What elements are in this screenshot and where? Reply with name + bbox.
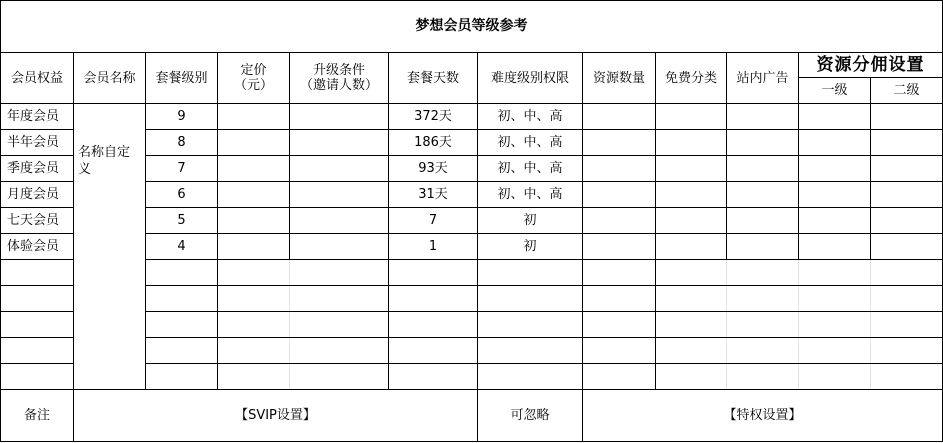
row-level: 7 <box>146 156 218 182</box>
empty-cell <box>146 338 218 364</box>
row-level-one <box>799 130 871 156</box>
header-price <box>218 53 290 104</box>
member-name-custom: 名称自定义 <box>78 145 131 177</box>
table-row <box>1 104 943 130</box>
empty-cell <box>583 312 656 338</box>
row-days: 93天 <box>389 156 478 182</box>
row-ads <box>727 130 799 156</box>
row-upgrade <box>290 104 389 130</box>
empty-cell <box>583 364 656 390</box>
row-days: 7 <box>389 208 478 234</box>
row-ads <box>727 234 799 260</box>
footer-ignorable: 可忽略 <box>478 390 583 442</box>
empty-cell <box>290 338 389 364</box>
row-days: 1 <box>389 234 478 260</box>
row-level-one <box>799 234 871 260</box>
row-level-one <box>799 156 871 182</box>
empty-cell <box>727 312 799 338</box>
header-member-name: 会员名称 <box>74 53 146 104</box>
row-resource <box>583 156 656 182</box>
row-ads <box>727 182 799 208</box>
row-ads <box>727 208 799 234</box>
empty-cell <box>727 260 799 286</box>
empty-cell <box>1 312 74 338</box>
header-level-one: 一级 <box>799 78 871 104</box>
empty-cell <box>478 338 583 364</box>
empty-cell <box>146 364 218 390</box>
row-price <box>218 234 290 260</box>
row-days: 31天 <box>389 182 478 208</box>
row-days: 372天 <box>389 104 478 130</box>
row-level-one <box>799 104 871 130</box>
row-free <box>656 156 727 182</box>
empty-cell <box>146 312 218 338</box>
row-level-two <box>871 234 943 260</box>
row-level: 8 <box>146 130 218 156</box>
row-resource <box>583 208 656 234</box>
empty-cell <box>218 286 290 312</box>
row-price <box>218 130 290 156</box>
row-level-two <box>871 156 943 182</box>
empty-cell <box>146 286 218 312</box>
empty-cell <box>656 364 727 390</box>
header-commission: 资源分佣设置 <box>799 53 943 78</box>
header-level-two: 二级 <box>871 78 943 104</box>
empty-cell <box>478 364 583 390</box>
empty-cell <box>389 286 478 312</box>
row-rights: 体验会员 <box>1 234 74 260</box>
row-upgrade <box>290 234 389 260</box>
header-package-level: 套餐级别 <box>146 53 218 104</box>
footer-privilege: 【特权设置】 <box>583 390 943 442</box>
row-rights: 七天会员 <box>1 208 74 234</box>
row-level-one <box>799 208 871 234</box>
empty-cell <box>656 286 727 312</box>
empty-cell <box>656 338 727 364</box>
row-level-two <box>871 130 943 156</box>
empty-cell <box>389 260 478 286</box>
empty-cell <box>871 364 943 390</box>
row-difficulty: 初、中、高 <box>478 156 583 182</box>
row-resource <box>583 130 656 156</box>
empty-cell <box>478 260 583 286</box>
row-rights: 季度会员 <box>1 156 74 182</box>
row-free <box>656 104 727 130</box>
empty-cell <box>478 286 583 312</box>
row-difficulty: 初、中、高 <box>478 104 583 130</box>
row-resource <box>583 104 656 130</box>
row-level-one <box>799 182 871 208</box>
row-level: 5 <box>146 208 218 234</box>
empty-cell <box>218 338 290 364</box>
row-level-two <box>871 208 943 234</box>
empty-cell <box>656 312 727 338</box>
empty-cell <box>583 286 656 312</box>
row-level-two <box>871 182 943 208</box>
row-level: 9 <box>146 104 218 130</box>
empty-cell <box>218 260 290 286</box>
row-price <box>218 156 290 182</box>
empty-cell <box>1 286 74 312</box>
empty-cell <box>1 260 74 286</box>
row-level: 4 <box>146 234 218 260</box>
header-difficulty: 难度级别权限 <box>478 53 583 104</box>
empty-cell <box>1 338 74 364</box>
row-price <box>218 104 290 130</box>
row-free <box>656 130 727 156</box>
row-ads <box>727 104 799 130</box>
row-price <box>218 182 290 208</box>
empty-cell <box>290 312 389 338</box>
row-difficulty: 初 <box>478 208 583 234</box>
header-upgrade-line1: 升级条件 <box>312 63 365 78</box>
row-free <box>656 182 727 208</box>
empty-cell <box>389 338 478 364</box>
row-resource <box>583 234 656 260</box>
header-upgrade-line2: （邀请人数） <box>299 78 378 93</box>
row-level-two <box>871 104 943 130</box>
row-difficulty: 初、中、高 <box>478 130 583 156</box>
empty-cell <box>727 364 799 390</box>
empty-cell <box>146 260 218 286</box>
row-free <box>656 208 727 234</box>
header-upgrade-condition <box>290 53 389 104</box>
row-rights: 月度会员 <box>1 182 74 208</box>
empty-cell <box>799 312 871 338</box>
row-resource <box>583 182 656 208</box>
row-days: 186天 <box>389 130 478 156</box>
empty-cell <box>218 364 290 390</box>
row-difficulty: 初、中、高 <box>478 182 583 208</box>
row-rights: 半年会员 <box>1 130 74 156</box>
row-price <box>218 208 290 234</box>
empty-cell <box>799 286 871 312</box>
empty-cell <box>727 286 799 312</box>
empty-cell <box>1 364 74 390</box>
row-upgrade <box>290 182 389 208</box>
row-upgrade <box>290 130 389 156</box>
header-package-days: 套餐天数 <box>389 53 478 104</box>
empty-cell <box>290 260 389 286</box>
row-upgrade <box>290 156 389 182</box>
empty-cell <box>583 260 656 286</box>
header-site-ads: 站内广告 <box>727 53 799 104</box>
header-resource-count: 资源数量 <box>583 53 656 104</box>
row-free <box>656 234 727 260</box>
empty-cell <box>389 312 478 338</box>
empty-cell <box>799 260 871 286</box>
empty-cell <box>478 312 583 338</box>
header-free-category: 免费分类 <box>656 53 727 104</box>
row-difficulty: 初 <box>478 234 583 260</box>
footer-row <box>1 390 943 442</box>
empty-cell <box>799 364 871 390</box>
sheet-title: 梦想会员等级参考 <box>1 1 943 53</box>
row-ads <box>727 156 799 182</box>
member-name-cell <box>74 104 146 390</box>
row-upgrade <box>290 208 389 234</box>
header-price-line2: （元） <box>233 78 273 93</box>
empty-cell <box>799 338 871 364</box>
empty-cell <box>290 364 389 390</box>
empty-cell <box>218 312 290 338</box>
empty-cell <box>290 286 389 312</box>
empty-cell <box>583 338 656 364</box>
row-rights: 年度会员 <box>1 104 74 130</box>
empty-cell <box>656 260 727 286</box>
empty-cell <box>727 338 799 364</box>
footer-svip: 【SVIP设置】 <box>74 390 478 442</box>
header-price-line1: 定价 <box>240 63 267 78</box>
empty-cell <box>871 312 943 338</box>
header-member-rights: 会员权益 <box>1 53 74 104</box>
empty-cell <box>871 286 943 312</box>
empty-cell <box>871 338 943 364</box>
empty-cell <box>871 260 943 286</box>
row-level: 6 <box>146 182 218 208</box>
footer-remark: 备注 <box>1 390 74 442</box>
empty-cell <box>389 364 478 390</box>
